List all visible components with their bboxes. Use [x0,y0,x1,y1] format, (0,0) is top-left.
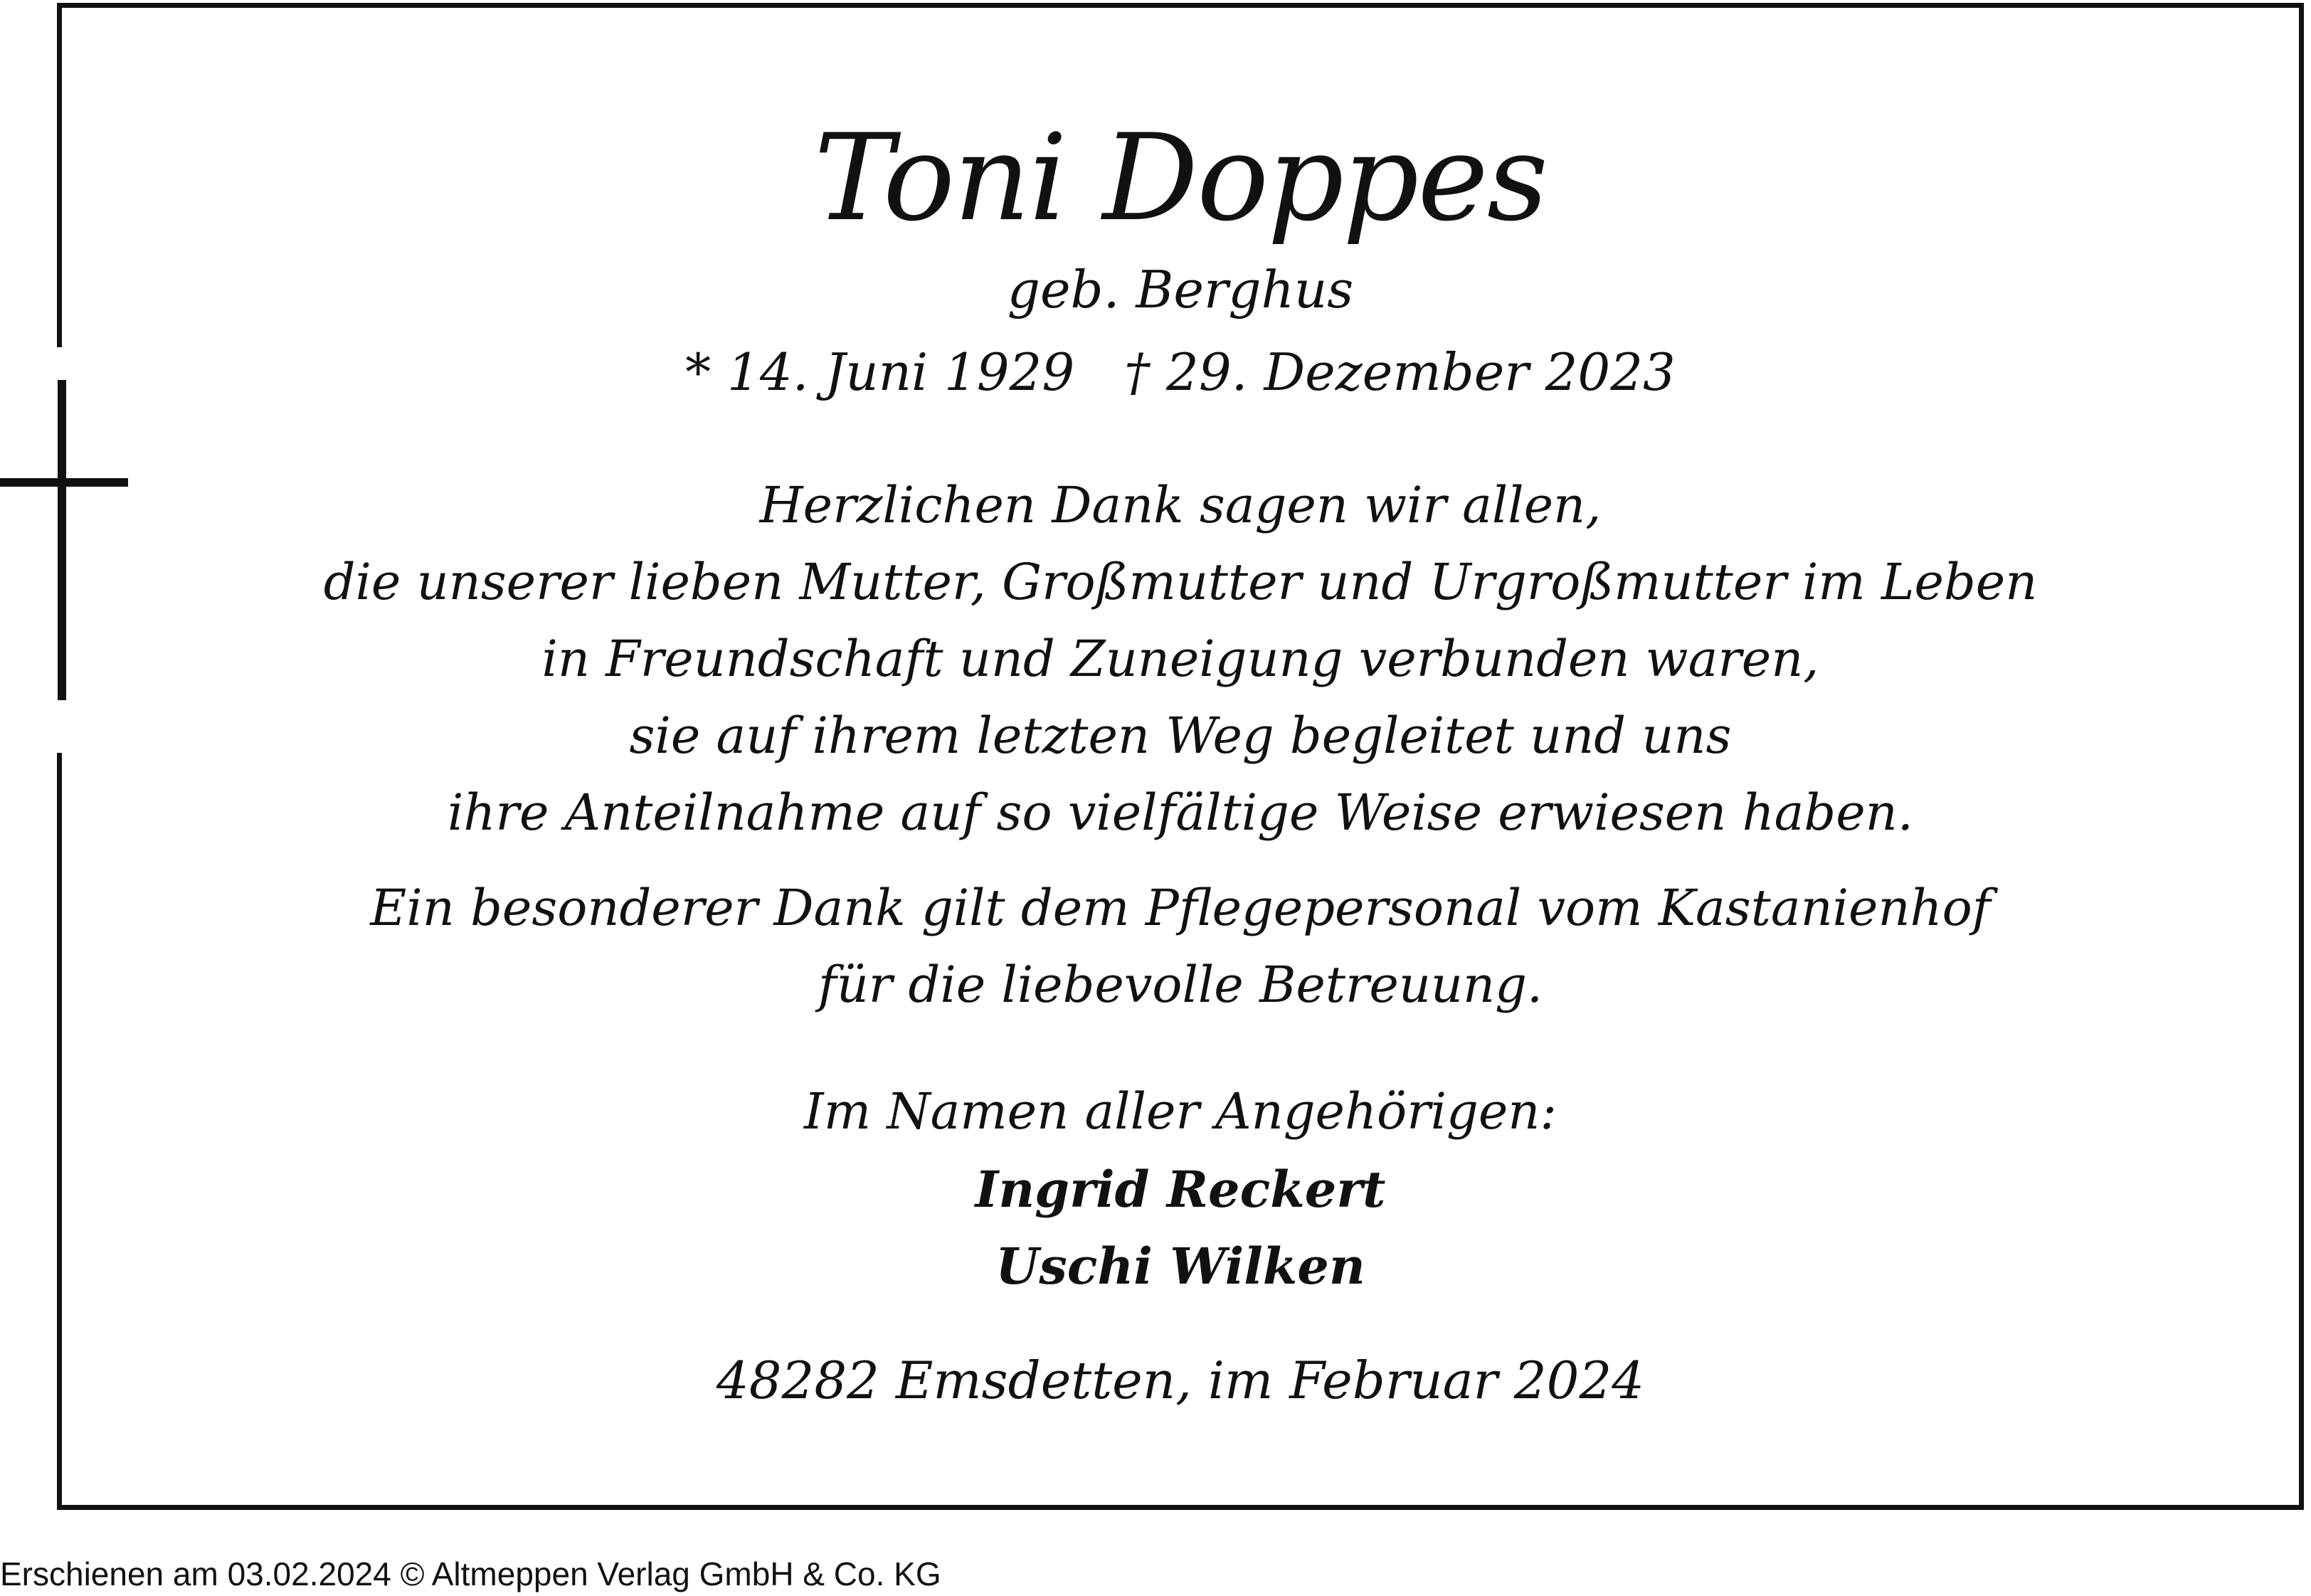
thanks-line: ihre Anteilnahme auf so vielfältige Weise erwiesen haben. [448,783,1913,842]
thanks-line: sie auf ihrem letzten Weg begleitet und uns [629,707,1732,765]
birth-date: * 14. Juni 1929 [685,342,1075,402]
special-thanks-line: Ein besonderer Dank gilt dem Pflegepersonal vom Kastanienhof [370,879,1991,937]
thanks-line: die unserer lieben Mutter, Großmutter und Urgroßmutter im Leben [323,553,2038,611]
signer-name: Ingrid Reckert [975,1160,1386,1219]
publication-footer: Erschienen am 03.02.2024 © Altmeppen Verlag GmbH & Co. KG [0,1555,941,1592]
death-date: † 29. Dezember 2023 [1124,342,1676,402]
thanks-line: Herzlichen Dank sagen wir allen, [759,476,1602,534]
birth-name: geb. Berghus [1007,260,1354,319]
special-thanks-line: für die liebevolle Betreuung. [818,956,1543,1014]
place-date: 48282 Emsdetten, im Februar 2024 [716,1351,1645,1410]
signer-name: Uschi Wilken [995,1237,1365,1296]
life-dates [57,340,2304,404]
thanks-line: in Freundschaft und Zuneigung verbunden waren, [541,630,1819,688]
deceased-name: Toni Doppes [813,108,1548,248]
on-behalf-text: Im Namen aller Angehörigen: [804,1082,1557,1141]
